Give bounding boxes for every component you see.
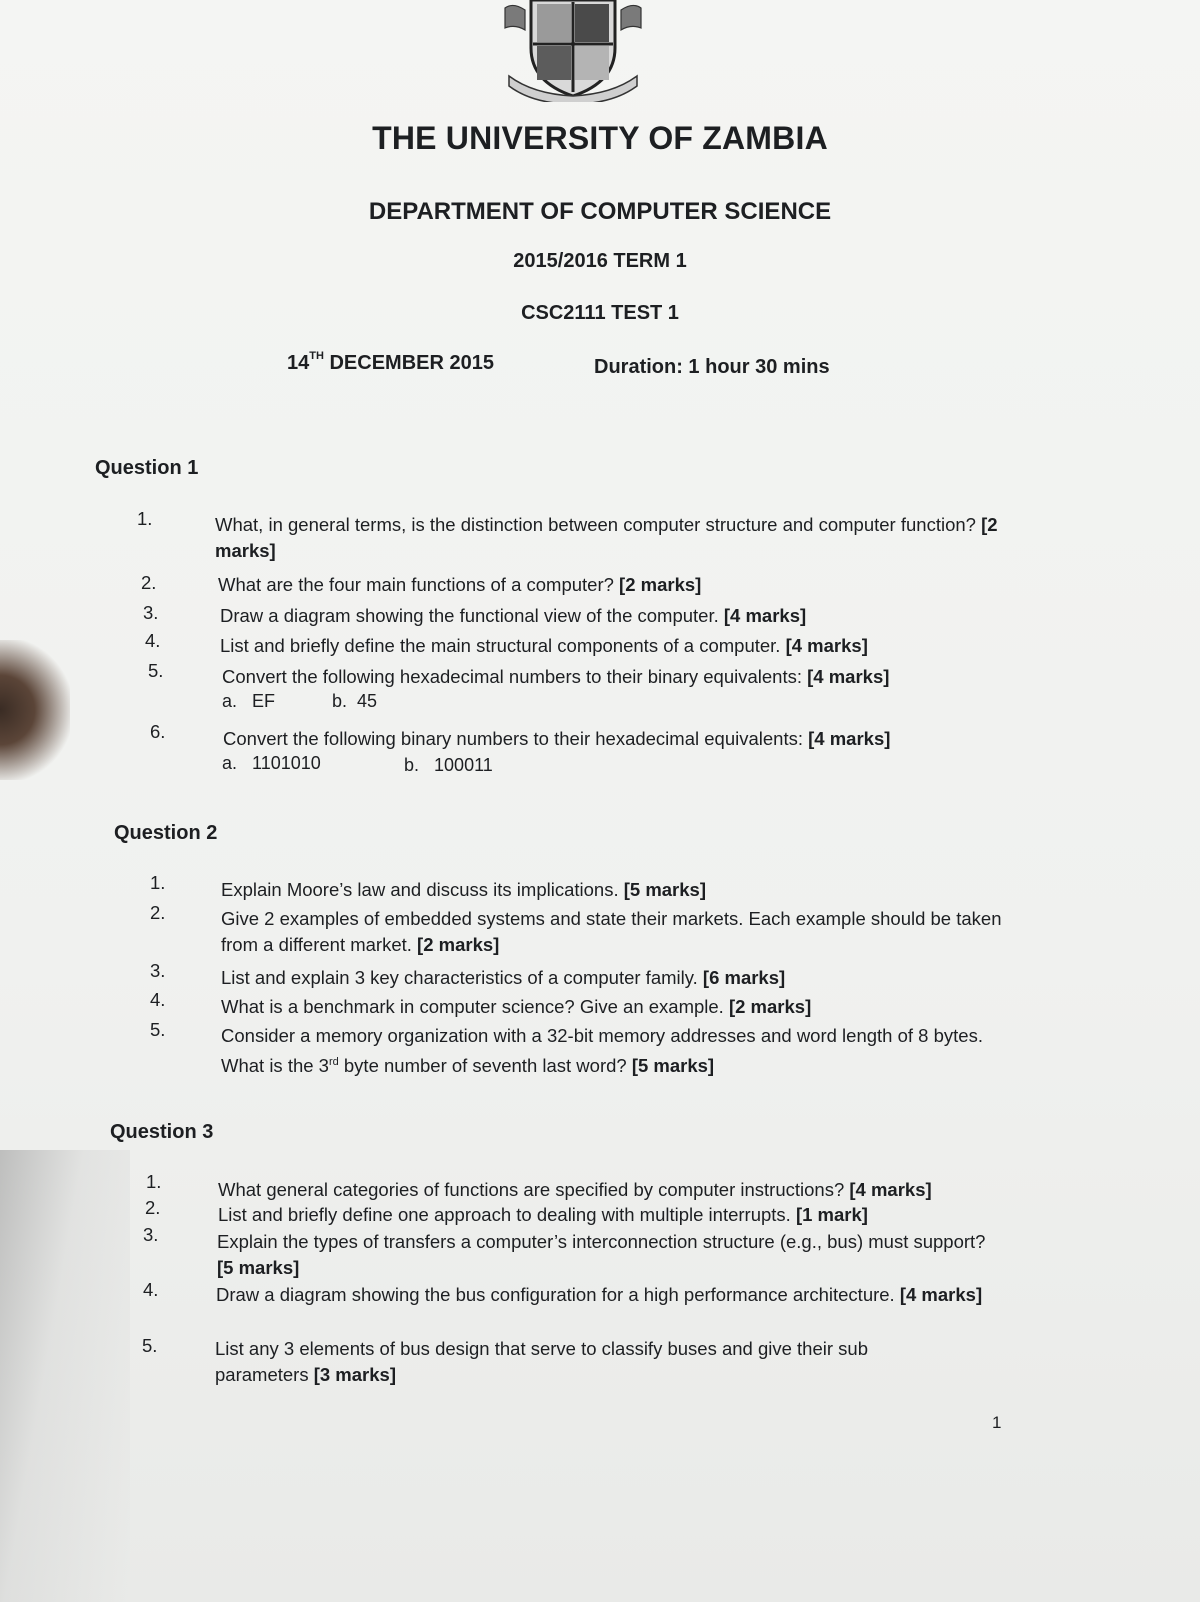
date-month-year: DECEMBER 2015 [323, 352, 494, 374]
q3-item-1-number: 1. [146, 1171, 162, 1192]
q1-item-3-number: 3. [143, 602, 159, 623]
q2-item-3-number: 3. [150, 960, 166, 981]
question-2-title: Question 2 [114, 822, 218, 844]
q3-item-4-number: 4. [143, 1279, 159, 1300]
q2-item-1-number: 1. [150, 872, 166, 893]
page-number: 1 [992, 1413, 1002, 1432]
test-title: CSC2111 TEST 1 [521, 302, 679, 324]
page-curl-shadow [0, 1150, 130, 1602]
q2-item-4-number: 4. [150, 989, 166, 1010]
finger-shadow [0, 640, 70, 780]
q3-item-3-number: 3. [143, 1224, 159, 1245]
q2-item-5-number: 5. [150, 1019, 166, 1040]
university-crest-icon [503, 0, 643, 102]
q1-item-2-text: What are the four main functions of a computer? [2 marks] [218, 574, 702, 595]
q2-item-3-text: List and explain 3 key characteristics of a computer family. [6 marks] [221, 967, 786, 988]
q3-item-5-number: 5. [142, 1335, 158, 1356]
q1-item-1-text: What, in general terms, is the distinction between computer structure and computer function? [2 marks] [215, 514, 998, 561]
q1-item-6-sub-b: b. 100011 [404, 755, 493, 775]
q1-item-4-number: 4. [145, 630, 161, 651]
q1-item-5-text: Convert the following hexadecimal numbers to their binary equivalents: [4 marks] [222, 666, 890, 687]
department-name: DEPARTMENT OF COMPUTER SCIENCE [368, 198, 832, 225]
question-1-title: Question 1 [95, 457, 199, 479]
q1-item-6-number: 6. [150, 721, 166, 742]
exam-duration: Duration: 1 hour 30 mins [594, 356, 830, 378]
q1-item-1-number: 1. [137, 508, 153, 529]
q1-item-6-sub-a: a. 1101010 [222, 753, 321, 773]
q1-item-6-text: Convert the following binary numbers to their hexadecimal equivalents: [4 marks] [223, 728, 891, 749]
q3-item-2-number: 2. [145, 1197, 161, 1218]
q3-item-3-text: Explain the types of transfers a computer’s interconnection structure (e.g., bus) must support? [5 marks] [217, 1231, 986, 1278]
q2-item-2-number: 2. [150, 902, 166, 923]
q1-item-3-text: Draw a diagram showing the functional view of the computer. [4 marks] [220, 605, 807, 626]
q3-item-1-text: What general categories of functions are specified by computer instructions? [4 marks] [218, 1179, 932, 1200]
date-suffix: TH [309, 350, 324, 363]
university-name: THE UNIVERSITY OF ZAMBIA [372, 120, 828, 156]
q1-item-5-sub-b: b. 45 [332, 691, 378, 711]
q3-item-2-text: List and briefly define one approach to dealing with multiple interrupts. [1 mark] [218, 1204, 868, 1225]
q1-item-5-number: 5. [148, 660, 164, 681]
q3-item-5-text: List any 3 elements of bus design that serve to classify buses and give their sub parameters [3 marks] [215, 1338, 869, 1385]
q2-item-4-text: What is a benchmark in computer science? Give an example. [2 marks] [221, 996, 812, 1017]
q3-item-4-text: Draw a diagram showing the bus configuration for a high performance architecture. [4 marks] [216, 1284, 983, 1305]
academic-term: 2015/2016 TERM 1 [513, 250, 687, 272]
q1-item-5-sub-a: a. EF [222, 691, 276, 711]
q2-item-5-text: Consider a memory organization with a 32-bit memory addresses and word length of 8 bytes. What is the 3rd byte number of seventh last word? [5 marks] [221, 1025, 983, 1077]
q1-item-4-text: List and briefly define the main structural components of a computer. [4 marks] [220, 635, 868, 656]
q2-item-2-text: Give 2 examples of embedded systems and state their markets. Each example should be taken from a different market. [2 marks] [221, 908, 1002, 955]
q2-item-1-text: Explain Moore’s law and discuss its implications. [5 marks] [221, 879, 706, 900]
date-day: 14 [287, 352, 310, 374]
q1-item-2-number: 2. [141, 572, 157, 593]
exam-date [287, 352, 494, 375]
question-3-title: Question 3 [110, 1121, 214, 1143]
